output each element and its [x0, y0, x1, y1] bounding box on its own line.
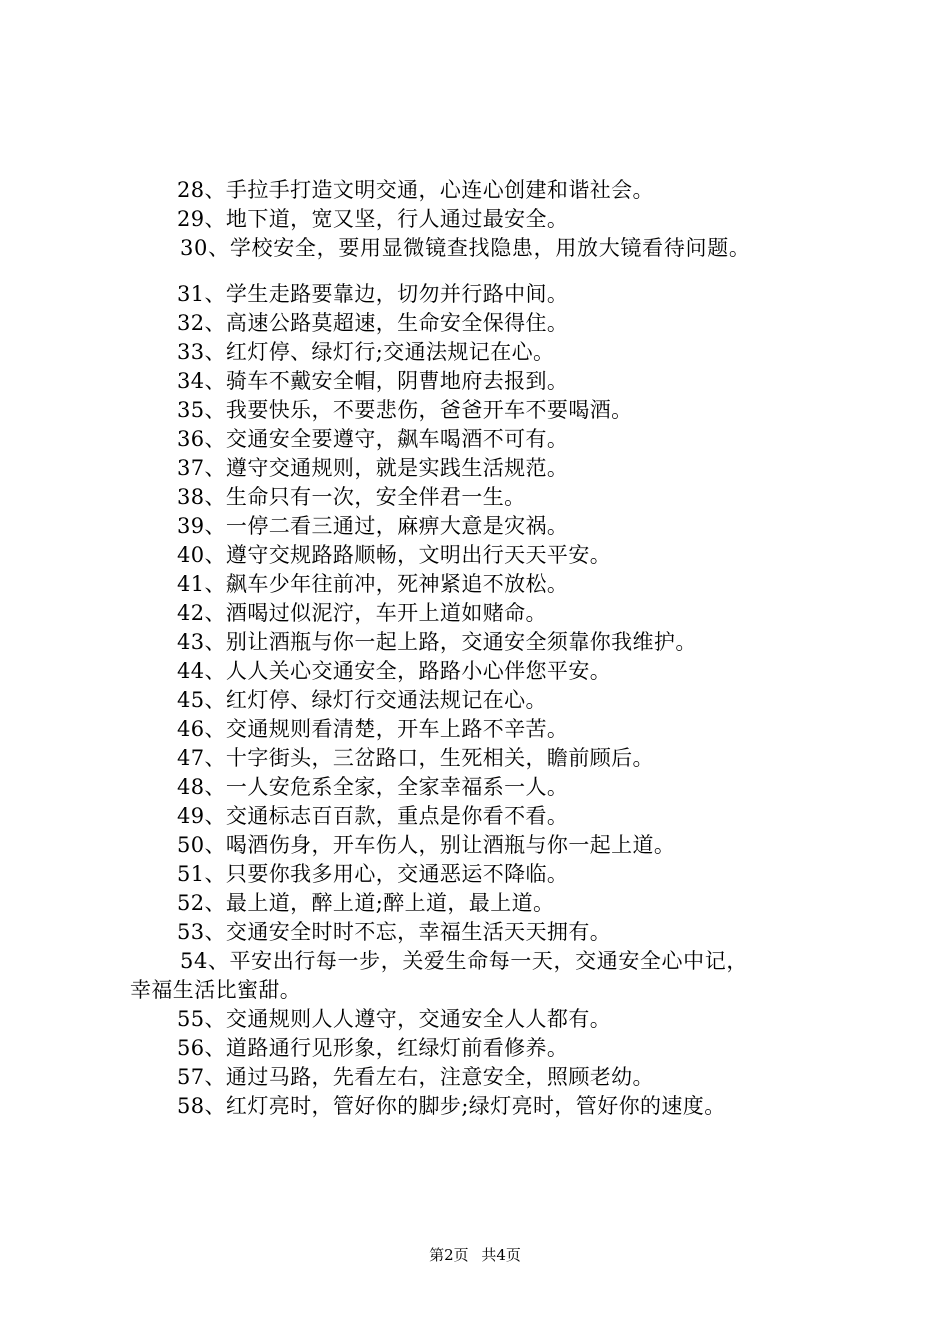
- slogan-line: 54、平安出行每一步，关爱生命每一天，交通安全心中记，: [180, 949, 748, 973]
- paragraph-gap: [130, 263, 860, 280]
- slogan-line: 42、酒喝过似泥泞，车开上道如赌命。: [177, 601, 547, 625]
- slogan-list: [130, 176, 860, 1121]
- slogan-line: 51、只要你我多用心，交通恶运不降临。: [177, 862, 569, 886]
- slogan-line: 58、红灯亮时，管好你的脚步;绿灯亮时，管好你的速度。: [177, 1094, 726, 1118]
- slogan-line: 31、学生走路要靠边，切勿并行路中间。: [177, 282, 569, 306]
- slogan-line: 56、道路通行见形象，红绿灯前看修养。: [177, 1036, 569, 1060]
- slogan-line: 28、手拉手打造文明交通，心连心创建和谐社会。: [177, 178, 654, 202]
- slogan-line: 50、喝酒伤身，开车伤人，别让酒瓶与你一起上道。: [177, 833, 676, 857]
- page-footer: [0, 1244, 950, 1265]
- slogan-line: 43、别让酒瓶与你一起上路，交通安全须靠你我维护。: [177, 630, 697, 654]
- slogan-line: 55、交通规则人人遵守，交通安全人人都有。: [177, 1007, 612, 1031]
- slogan-line: 39、一停二看三通过，麻痹大意是灾祸。: [177, 514, 569, 538]
- slogan-line: 34、骑车不戴安全帽，阴曹地府去报到。: [177, 369, 569, 393]
- slogan-line: 29、地下道，宽又坚，行人通过最安全。: [177, 207, 569, 231]
- slogan-line: 30、学校安全，要用显微镜查找隐患，用放大镜看待问题。: [180, 236, 751, 260]
- page-number: 第2页: [429, 1246, 469, 1264]
- slogan-line: 35、我要快乐，不要悲伤，爸爸开车不要喝酒。: [177, 398, 633, 422]
- slogan-line: 41、飙车少年往前冲，死神紧追不放松。: [177, 572, 569, 596]
- page-total: 共4页: [481, 1246, 521, 1264]
- slogan-line: 37、遵守交通规则，就是实践生活规范。: [177, 456, 569, 480]
- slogan-line: 32、高速公路莫超速，生命安全保得住。: [177, 311, 569, 335]
- slogan-line: 53、交通安全时时不忘，幸福生活天天拥有。: [177, 920, 612, 944]
- slogan-line-continuation: 幸福生活比蜜甜。: [130, 978, 302, 1002]
- slogan-line: 45、红灯停、绿灯行交通法规记在心。: [177, 688, 547, 712]
- slogan-line: 40、遵守交规路路顺畅，文明出行天天平安。: [177, 543, 612, 567]
- slogan-line: 48、一人安危系全家，全家幸福系一人。: [177, 775, 569, 799]
- slogan-line: 46、交通规则看清楚，开车上路不辛苦。: [177, 717, 569, 741]
- slogan-line: 47、十字街头，三岔路口，生死相关，瞻前顾后。: [177, 746, 654, 770]
- slogan-line: 36、交通安全要遵守，飙车喝酒不可有。: [177, 427, 569, 451]
- slogan-line: 52、最上道，醉上道;醉上道，最上道。: [177, 891, 555, 915]
- slogan-line: 33、红灯停、绿灯行;交通法规记在心。: [177, 340, 555, 364]
- slogan-group: [130, 280, 860, 947]
- slogan-group: [130, 1005, 860, 1121]
- slogan-line: 38、生命只有一次，安全伴君一生。: [177, 485, 526, 509]
- slogan-line: 44、人人关心交通安全，路路小心伴您平安。: [177, 659, 612, 683]
- slogan-line: 57、通过马路，先看左右，注意安全，照顾老幼。: [177, 1065, 654, 1089]
- slogan-paragraph: [130, 947, 860, 1005]
- slogan-line: 49、交通标志百百款，重点是你看不看。: [177, 804, 569, 828]
